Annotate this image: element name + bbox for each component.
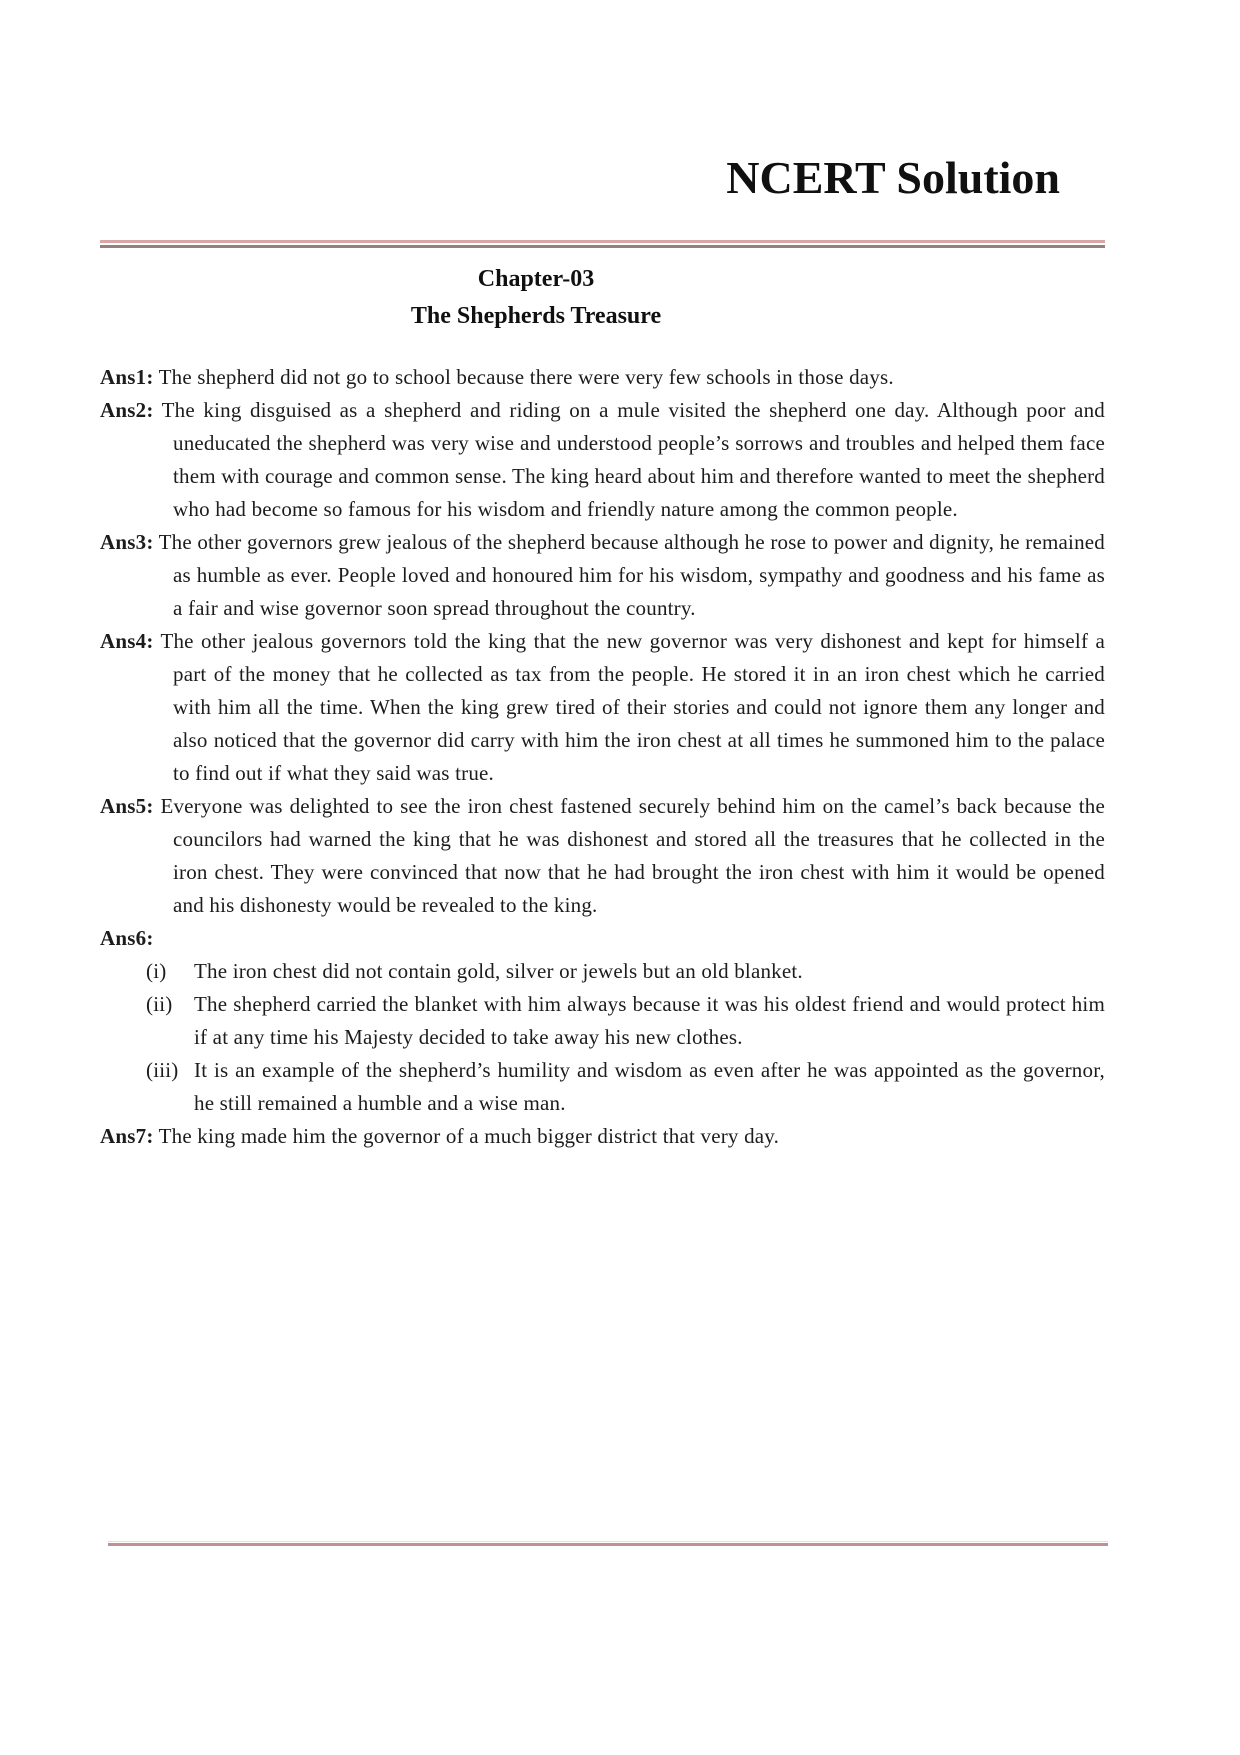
answer-5 [100,790,1105,922]
answer-4-label: Ans4: [100,629,154,653]
answer-6-item-1-text: The iron chest did not contain gold, silver or jewels but an old blanket. [194,959,803,983]
chapter-heading [0,261,1072,335]
chapter-title: The Shepherds Treasure [410,303,662,329]
answer-2-label: Ans2: [100,398,154,422]
chapter-number: Chapter-03 [477,266,595,292]
answer-7-label: Ans7: [100,1124,154,1148]
answer-2-text: The king disguised as a shepherd and riding on a mule visited the shepherd one day. Although poor and uneducated the shepherd was very wise and understood people’s sorrows and troubles and helped them face them with courage and common sense. The king heard about him and therefore wanted to meet the shepherd who had become so famous for his wisdom and friendly nature among the common people. [161,398,1105,521]
answer-6-item-1-marker: (i) [146,959,167,983]
answer-4-text: The other jealous governors told the king that the new governor was very dishonest and kept for himself a part of the money that he collected as tax from the people. He stored it in an iron chest which he carried with him all the time. When the king grew tired of their stories and could not ignore them any longer and also noticed that the governor did carry with him the iron chest at all times he summoned him to the palace to find out if what they said was true. [160,629,1105,785]
answer-1-label: Ans1: [100,365,154,389]
answer-2 [100,394,1105,526]
answer-6-item-2-text: The shepherd carried the blanket with him always because it was his oldest friend and would protect him if at any time his Majesty decided to take away his new clothes. [194,992,1105,1049]
answer-3-text: The other governors grew jealous of the shepherd because although he rose to power and dignity, he remained as humble as ever. People loved and honoured him for his wisdom, sympathy and goodness and his fame as a fair and wise governor soon spread throughout the country. [158,530,1105,620]
answer-7 [100,1120,1105,1153]
answer-5-label: Ans5: [100,794,154,818]
answer-6-item-1 [100,955,1105,988]
answer-6 [100,922,1105,955]
page-title: NCERT Solution [726,152,1060,203]
answer-6-item-3-text: It is an example of the shepherd’s humility and wisdom as even after he was appointed as the governor, he still remained a humble and a wise man. [194,1058,1105,1115]
answer-6-label: Ans6: [100,926,154,950]
answer-5-text: Everyone was delighted to see the iron chest fastened securely behind him on the camel’s back because the councilors had warned the king that he was dishonest and stored all the treasures that he collected in the iron chest. They were convinced that now that he had brought the iron chest with him it would be opened and his dishonesty would be revealed to the king. [160,794,1105,917]
answer-6-item-3-marker: (iii) [146,1058,179,1082]
answer-1-text: The shepherd did not go to school because there were very few schools in those days. [158,365,894,389]
answer-6-item-3 [100,1054,1105,1120]
answer-7-text: The king made him the governor of a much bigger district that very day. [158,1124,780,1148]
answers-section [100,361,1105,1153]
answer-6-item-2-marker: (ii) [146,992,173,1016]
answer-3 [100,526,1105,625]
answer-6-item-2 [100,988,1105,1054]
answer-4 [100,625,1105,790]
answer-3-label: Ans3: [100,530,154,554]
footer-rule [108,1541,1108,1546]
answer-1 [100,361,1105,394]
header-rule [100,240,1105,248]
